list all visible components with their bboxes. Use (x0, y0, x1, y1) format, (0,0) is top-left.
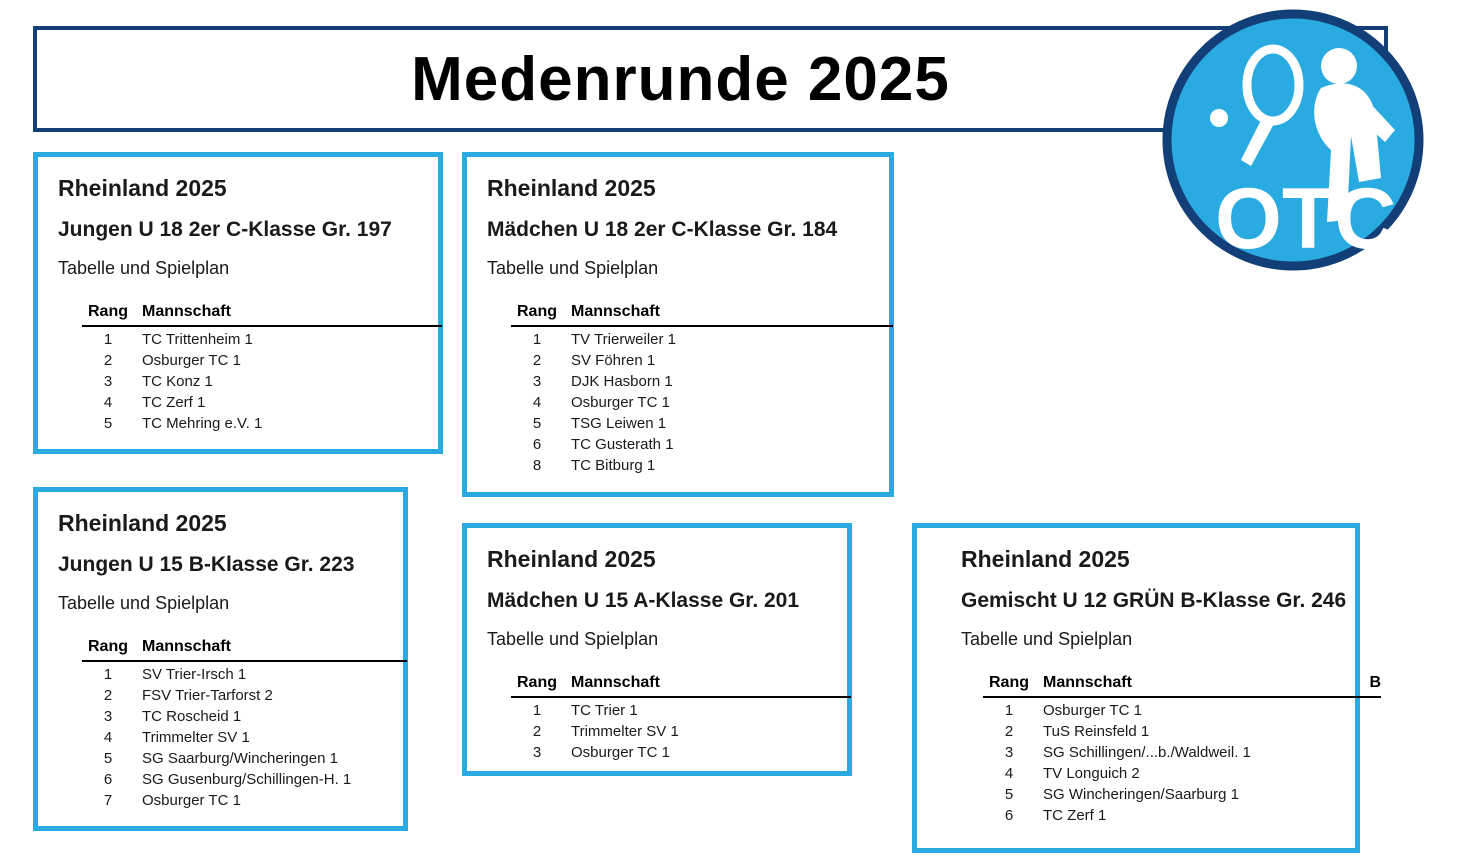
cell-rank: 6 (1004, 807, 1014, 824)
cell-points (1363, 697, 1381, 721)
logo-text: OTC (1215, 171, 1397, 267)
cell-points (1363, 721, 1381, 742)
table-row (511, 392, 893, 413)
table-row (82, 790, 407, 811)
column-header-team: Mannschaft (142, 303, 442, 326)
league-card-maedchen-u18 (462, 152, 894, 497)
cell-team: Osburger TC 1 (142, 792, 241, 809)
table-row (82, 706, 407, 727)
league-card-jungen-u18 (33, 152, 443, 454)
table-row (983, 697, 1381, 721)
card-group: Jungen U 15 B-Klasse Gr. 223 (58, 553, 355, 576)
cell-points (1363, 763, 1381, 784)
cell-rank: 5 (1004, 786, 1014, 803)
cell-rank: 3 (532, 373, 542, 390)
league-card-gemischt-u12 (912, 523, 1381, 853)
cell-rank: 8 (532, 457, 542, 474)
table-row (511, 434, 893, 455)
cell-team: Osburger TC 1 (571, 394, 670, 411)
column-header-rank: Rang (511, 303, 571, 326)
cell-rank: 5 (103, 415, 113, 432)
table-row (82, 326, 442, 350)
card-season: Rheinland 2025 (487, 175, 656, 201)
card-subtitle: Tabelle und Spielplan (487, 629, 659, 649)
cell-rank: 1 (532, 331, 542, 348)
cell-rank: 2 (103, 687, 113, 704)
card-group: Mädchen U 18 2er C-Klasse Gr. 184 (487, 218, 838, 241)
card-group: Mädchen U 15 A-Klasse Gr. 201 (487, 589, 800, 612)
cell-rank: 2 (1004, 723, 1014, 740)
table-row (82, 371, 442, 392)
cell-team: TC Gusterath 1 (571, 436, 674, 453)
standings-table (511, 674, 851, 763)
card-season: Rheinland 2025 (961, 546, 1130, 572)
cell-team: TC Roscheid 1 (142, 708, 242, 725)
table-row (82, 661, 407, 685)
cell-team: SG Schillingen/...b./Waldweil. 1 (1043, 744, 1251, 761)
table-header-row (82, 638, 407, 661)
cell-team: TV Longuich 2 (1043, 765, 1140, 782)
table-row (983, 742, 1381, 763)
cell-rank: 5 (532, 415, 542, 432)
cell-rank: 3 (532, 744, 542, 761)
standings-table (82, 303, 442, 434)
cell-rank: 7 (103, 792, 113, 809)
cell-rank: 6 (103, 771, 113, 788)
cell-team: Trimmelter SV 1 (571, 723, 679, 740)
cell-rank: 4 (532, 394, 542, 411)
cell-points (1363, 742, 1381, 763)
cell-rank: 3 (103, 373, 113, 390)
table-header-row (82, 303, 442, 326)
otc-logo (1163, 10, 1423, 270)
cell-team: Osburger TC 1 (1043, 702, 1142, 719)
column-header-team: Mannschaft (571, 674, 851, 697)
table-row (511, 413, 893, 434)
column-header-rank: Rang (983, 674, 1043, 697)
cell-rank: 3 (1004, 744, 1014, 761)
standings-table (983, 674, 1381, 826)
cell-team: Osburger TC 1 (571, 744, 670, 761)
card-group: Jungen U 18 2er C-Klasse Gr. 197 (58, 218, 392, 241)
cell-team: Trimmelter SV 1 (142, 729, 250, 746)
table-row (82, 769, 407, 790)
cell-team: DJK Hasborn 1 (571, 373, 673, 390)
cell-rank: 2 (532, 723, 542, 740)
table-row (511, 742, 851, 763)
cell-team: SG Gusenburg/Schillingen-H. 1 (142, 771, 352, 788)
cell-team: SV Trier-Irsch 1 (142, 666, 247, 683)
table-row (511, 697, 851, 721)
column-header-team: Mannschaft (571, 303, 893, 326)
card-season: Rheinland 2025 (58, 510, 227, 536)
cell-team: TC Zerf 1 (142, 394, 206, 411)
cell-rank: 1 (103, 331, 113, 348)
table-row (511, 455, 893, 476)
league-card-maedchen-u15 (462, 523, 852, 776)
cell-rank: 1 (103, 666, 113, 683)
table-header-row (983, 674, 1381, 697)
table-row (82, 727, 407, 748)
table-row (82, 392, 442, 413)
table-row (82, 350, 442, 371)
cell-team: TC Mehring e.V. 1 (142, 415, 263, 432)
table-row (511, 721, 851, 742)
table-row (983, 763, 1381, 784)
cell-team: TV Trierweiler 1 (571, 331, 677, 348)
page-title: Medenrunde 2025 (411, 44, 950, 114)
cell-rank: 2 (103, 352, 113, 369)
standings-table (82, 638, 407, 811)
cell-team: TC Bitburg 1 (571, 457, 656, 474)
cell-team: TuS Reinsfeld 1 (1043, 723, 1150, 740)
card-group: Gemischt U 12 GRÜN B-Klasse Gr. 246 (961, 589, 1347, 612)
column-header-rank: Rang (511, 674, 571, 697)
cell-team: TC Zerf 1 (1043, 807, 1107, 824)
table-row (82, 748, 407, 769)
card-season: Rheinland 2025 (58, 175, 227, 201)
cell-team: TC Konz 1 (142, 373, 213, 390)
card-subtitle: Tabelle und Spielplan (58, 593, 230, 613)
cell-team: TC Trittenheim 1 (142, 331, 253, 348)
column-header-rank: Rang (82, 303, 142, 326)
table-row (82, 413, 442, 434)
card-subtitle: Tabelle und Spielplan (58, 258, 230, 278)
cell-points (1363, 784, 1381, 805)
table-header-row (511, 674, 851, 697)
cell-team: SG Saarburg/Wincheringen 1 (142, 750, 338, 767)
card-subtitle: Tabelle und Spielplan (487, 258, 659, 278)
cell-rank: 5 (103, 750, 113, 767)
column-header-points: B (1363, 674, 1381, 697)
cell-rank: 3 (103, 708, 113, 725)
column-header-team: Mannschaft (142, 638, 407, 661)
column-header-team: Mannschaft (1043, 674, 1363, 697)
cell-team: SG Wincheringen/Saarburg 1 (1043, 786, 1239, 803)
cell-rank: 4 (103, 394, 113, 411)
table-row (983, 721, 1381, 742)
cell-rank: 2 (532, 352, 542, 369)
cell-team: TSG Leiwen 1 (571, 415, 667, 432)
cell-team: TC Trier 1 (571, 702, 638, 719)
table-row (82, 685, 407, 706)
table-row (983, 805, 1381, 826)
table-row (511, 371, 893, 392)
column-header-rank: Rang (82, 638, 142, 661)
cell-rank: 4 (103, 729, 113, 746)
cell-rank: 1 (1004, 702, 1014, 719)
cell-rank: 1 (532, 702, 542, 719)
table-header-row (511, 303, 893, 326)
cell-team: SV Föhren 1 (571, 352, 656, 369)
table-row (511, 350, 893, 371)
cell-team: FSV Trier-Tarforst 2 (142, 687, 273, 704)
table-row (983, 784, 1381, 805)
cell-points (1363, 805, 1381, 826)
cell-rank: 4 (1004, 765, 1014, 782)
cell-rank: 6 (532, 436, 542, 453)
league-card-jungen-u15 (33, 487, 408, 831)
standings-table (511, 303, 893, 476)
cell-team: Osburger TC 1 (142, 352, 241, 369)
card-subtitle: Tabelle und Spielplan (961, 629, 1133, 649)
card-season: Rheinland 2025 (487, 546, 656, 572)
table-row (511, 326, 893, 350)
